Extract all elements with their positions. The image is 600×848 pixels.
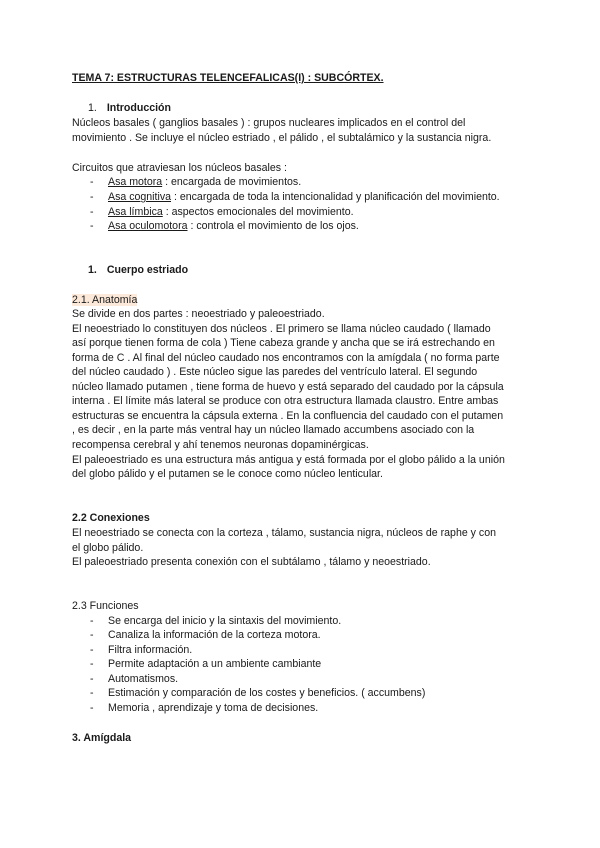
paragraph-line: así porque tienen forma de cola ) Tiene cabeza grande y ancha que se irá estrechando en [72, 337, 495, 349]
circuit-desc: : encargada de toda la intencionalidad y planificación del movimiento. [171, 191, 500, 203]
function-text: Permite adaptación a un ambiente cambiante [108, 658, 322, 670]
bullet-dash: - [90, 206, 94, 218]
connections-heading: 2.2 Conexiones [72, 512, 150, 524]
paragraph-line: núcleo llamado putamen , tiene forma de huevo y está separado del caudado por la cápsula [72, 381, 504, 393]
list-item [90, 643, 192, 657]
bullet-dash: - [90, 191, 94, 203]
paragraph-line: El paleoestriado es una estructura más antigua y está formada por el globo pálido a la unión [72, 454, 505, 466]
bullet-dash: - [90, 220, 94, 232]
circuit-name: Asa motora [108, 176, 163, 188]
paragraph-line: El neoestriado se conecta con la corteza , tálamo, sustancia nigra, núcleos de raphe y con [72, 527, 496, 539]
circuit-desc: : controla el movimiento de los ojos. [187, 220, 359, 232]
paragraph-line: del núcleo caudado ) . Este núcleo sigue las paredes del ventrículo lateral. El segundo [72, 366, 478, 378]
function-text: Memoria , aprendizaje y toma de decisiones. [108, 702, 319, 714]
anatomy-heading [72, 293, 137, 307]
paragraph-line: forma de C . Al final del núcleo caudado nos encontramos con la amígdala ( no forma parte [72, 352, 500, 364]
paragraph-line: estructuras se encuentra la cápsula externa . En la confluencia del caudado con el putamen [72, 410, 504, 422]
function-text: Se encarga del inicio y la sintaxis del movimiento. [108, 615, 342, 627]
function-text: Estimación y comparación de los costes y beneficios. ( accumbens) [108, 687, 426, 699]
paragraph-line: , es decir , en la parte más ventral hay un núcleo llamado accumbens asociado con la [72, 424, 475, 436]
bullet-dash: - [90, 176, 94, 188]
intro-number: 1. [88, 102, 97, 114]
circuit-name: Asa oculomotora [108, 220, 188, 232]
bullet-dash: - [90, 687, 94, 699]
circuit-name: Asa cognitiva [108, 191, 172, 203]
paragraph-line: el globo pálido. [72, 542, 144, 554]
circuit-desc: : aspectos emocionales del movimiento. [162, 206, 354, 218]
list-item [90, 628, 321, 642]
paragraph-line: Núcleos basales ( ganglios basales ) : grupos nucleares implicados en el control del [72, 117, 466, 129]
section-heading [88, 263, 188, 277]
list-item [90, 175, 301, 189]
section-heading-text: Cuerpo estriado [106, 264, 189, 276]
bullet-dash: - [90, 673, 94, 685]
list-item [90, 686, 425, 700]
function-text: Automatismos. [108, 673, 179, 685]
list-item [90, 672, 178, 686]
list-item [90, 657, 321, 671]
circuits-intro: Circuitos que atraviesan los núcleos basales : [72, 162, 287, 174]
circuit-desc: : encargada de movimientos. [162, 176, 302, 188]
paragraph-line: movimiento . Se incluye el núcleo estriado , el pálido , el subtalámico y la sustancia nigra. [72, 132, 492, 144]
list-item [90, 614, 341, 628]
circuit-name: Asa límbica [108, 206, 163, 218]
paragraph-line: El paleoestriado presenta conexión con el subtálamo , tálamo y neoestriado. [72, 556, 431, 568]
list-item [90, 205, 354, 219]
functions-heading: 2.3 Funciones [72, 600, 139, 612]
paragraph-line: recompensa cerebral y ahí tenemos neuronas dopaminérgicas. [72, 439, 369, 451]
bullet-dash: - [90, 658, 94, 670]
list-item [90, 190, 500, 204]
function-text: Filtra información. [108, 644, 193, 656]
bullet-dash: - [90, 615, 94, 627]
section-heading: 3. Amígdala [72, 732, 132, 744]
highlighted-heading: 2.1. Anatomía [72, 294, 138, 306]
section-number: 1. [88, 264, 97, 276]
function-text: Canaliza la información de la corteza motora. [108, 629, 321, 641]
list-item [90, 219, 359, 233]
paragraph-line: del globo pálido y el putamen se le conoce como núcleo lenticular. [72, 468, 383, 480]
paragraph-line: Se divide en dos partes : neoestriado y paleoestriado. [72, 308, 325, 320]
paragraph-line: interna . El límite más lateral se produce con otra estructura llamada claustro. Entre ambas [72, 395, 499, 407]
bullet-dash: - [90, 644, 94, 656]
list-item [90, 701, 318, 715]
bullet-dash: - [90, 702, 94, 714]
intro-heading [88, 101, 171, 115]
intro-heading-text: Introducción [106, 102, 171, 114]
bullet-dash: - [90, 629, 94, 641]
document-title: TEMA 7: ESTRUCTURAS TELENCEFALICAS(I) : SUBCÓRTEX. [72, 72, 384, 84]
paragraph-line: El neoestriado lo constituyen dos núcleos . El primero se llama núcleo caudado ( llamado [72, 323, 491, 335]
